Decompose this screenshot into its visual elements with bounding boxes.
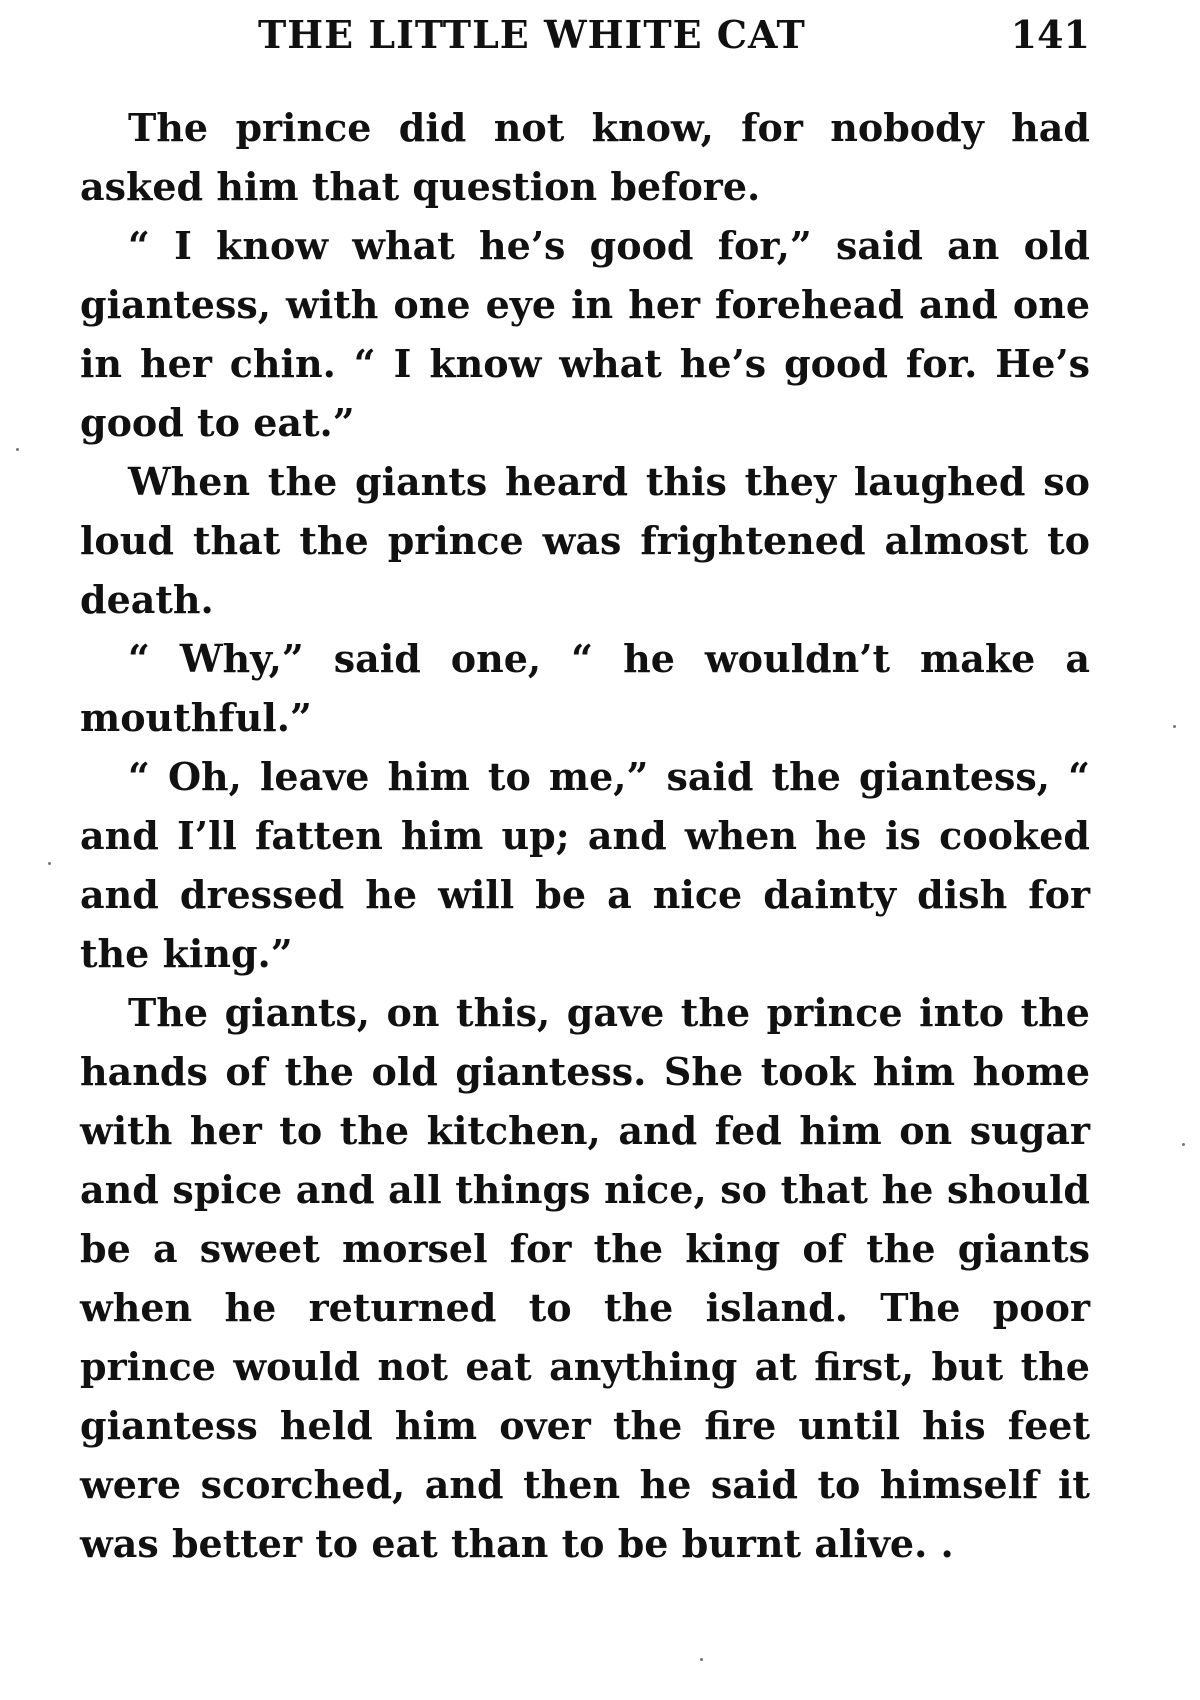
paragraph: “ Oh, leave him to me,” said the giantess, “ and I’ll fatten him up; and when he is cooked and dressed he will be a nice dainty dish for the king.”	[80, 754, 1090, 976]
running-title: THE LITTLE WHITE CAT	[258, 12, 806, 57]
paragraph: The giants, on this, gave the prince into the hands of the old giantess. She took him home with her to the kitchen, and fed him on sugar and spice and all things nice, so that he should be a sweet morsel for the king of the giants when he returned to the island. The poor prince would not eat anything at first, but the giantess held him over the fire until his feet were scorched, and then he said to himself it was better to eat than to be burnt alive. .	[80, 990, 1090, 1566]
paragraph: The prince did not know, for nobody had asked him that question before.	[80, 105, 1090, 209]
paper-speck	[1182, 1143, 1185, 1146]
paper-speck	[1173, 725, 1176, 728]
paragraph: When the giants heard this they laughed so loud that the prince was frightened almost to death.	[80, 459, 1090, 622]
paragraph: “ I know what he’s good for,” said an old giantess, with one eye in her forehead and one in her chin. “ I know what he’s good for. He’s good to eat.”	[80, 223, 1090, 445]
body-text	[80, 98, 1090, 1573]
paper-speck	[48, 862, 51, 865]
running-head	[80, 12, 1090, 72]
paper-speck	[700, 1658, 703, 1661]
page-number: 141	[1010, 12, 1090, 57]
paragraph: “ Why,” said one, “ he wouldn’t make a mouthful.”	[80, 636, 1090, 740]
paper-speck	[16, 448, 19, 451]
